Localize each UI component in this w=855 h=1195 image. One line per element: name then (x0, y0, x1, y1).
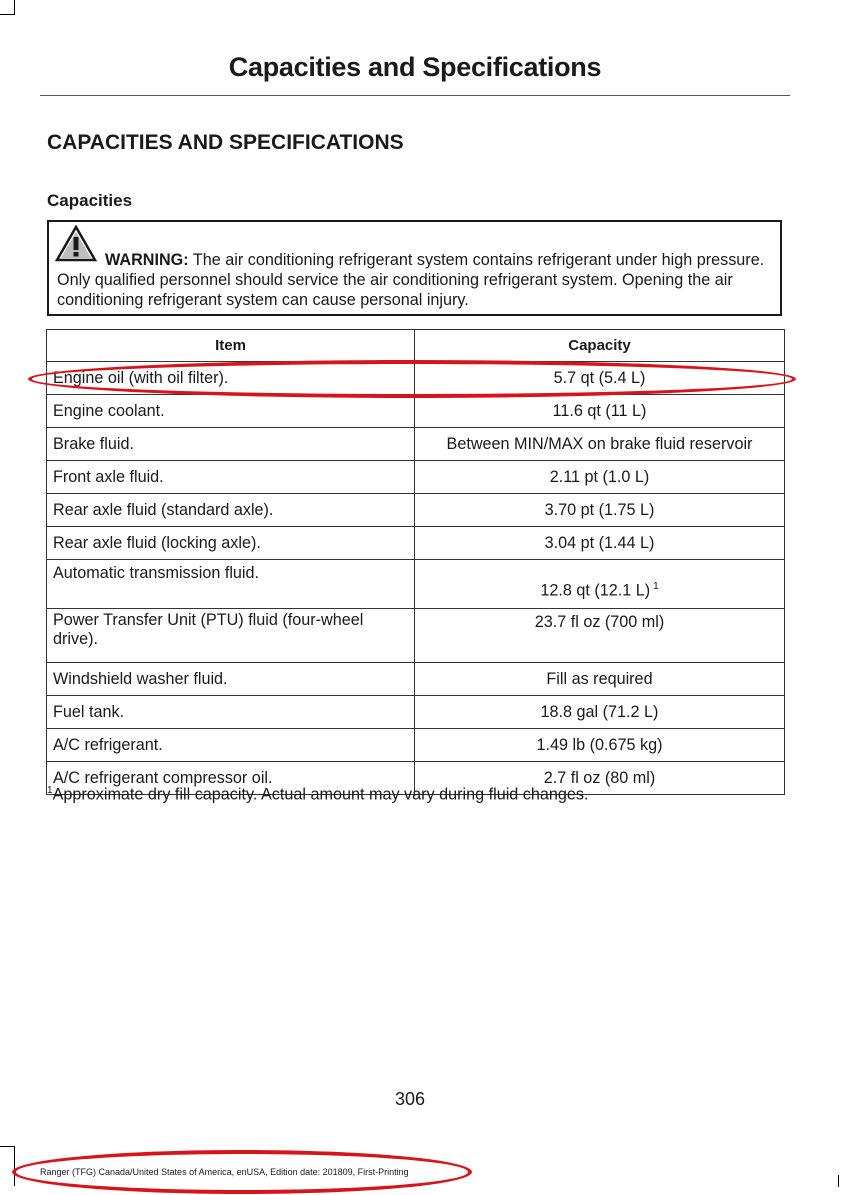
footnote-text: Approximate dry fill capacity. Actual amount may vary during fluid changes. (52, 785, 589, 804)
crop-mark (0, 14, 14, 15)
table-row (47, 729, 785, 762)
footnote (47, 785, 589, 804)
capacity-cell (415, 560, 785, 609)
table-row (47, 494, 785, 527)
crop-mark (838, 1175, 839, 1187)
warning-box (47, 220, 782, 316)
capacity-cell: Between MIN/MAX on brake fluid reservoir (415, 428, 785, 461)
capacity-value: 12.8 qt (12.1 L) (540, 581, 651, 599)
capacity-cell: Fill as required (415, 663, 785, 696)
capacity-cell: 3.70 pt (1.75 L) (415, 494, 785, 527)
table-header-row (47, 330, 785, 362)
capacity-cell: 3.04 pt (1.44 L) (415, 527, 785, 560)
item-cell: Power Transfer Unit (PTU) fluid (four-wheel drive). (47, 609, 415, 663)
item-cell: Brake fluid. (47, 428, 415, 461)
capacity-cell: 11.6 qt (11 L) (415, 395, 785, 428)
section-title: CAPACITIES AND SPECIFICATIONS (47, 131, 404, 154)
annotation-ellipse-edition (12, 1150, 472, 1194)
warning-message: The air conditioning refrigerant system contains refrigerant under high pressure. Only qualified personnel should service the air conditioning refrigerant system. Opening the air conditioning refrigerant system can cause personal injury. (57, 251, 765, 309)
capacity-cell: 18.8 gal (71.2 L) (415, 696, 785, 729)
table-row (47, 527, 785, 560)
crop-mark (14, 0, 15, 15)
footnote-reference: 1 (653, 580, 659, 592)
table-row (47, 663, 785, 696)
warning-text (57, 250, 770, 310)
item-cell: Rear axle fluid (locking axle). (47, 527, 415, 560)
item-cell: Fuel tank. (47, 696, 415, 729)
table-row (47, 428, 785, 461)
footnote-mark: 1 (47, 785, 53, 796)
header-divider (40, 95, 790, 96)
crop-mark (0, 1146, 14, 1147)
subsection-title: Capacities (47, 191, 133, 210)
item-cell: Windshield washer fluid. (47, 663, 415, 696)
table-row (47, 560, 785, 609)
item-cell: Engine oil (with oil filter). (47, 362, 415, 395)
column-header-item: Item (47, 330, 415, 362)
item-cell: Front axle fluid. (47, 461, 415, 494)
item-cell: Automatic transmission fluid. (47, 560, 415, 609)
table-row (47, 395, 785, 428)
annotation-ellipse-engine-oil (28, 360, 796, 398)
capacities-table (46, 329, 785, 795)
item-cell: A/C refrigerant compressor oil. (47, 762, 415, 795)
item-cell: Rear axle fluid (standard axle). (47, 494, 415, 527)
capacity-cell: 2.7 fl oz (80 ml) (415, 762, 785, 795)
table-row (47, 609, 785, 663)
page-number: 306 (395, 1089, 426, 1109)
capacity-cell: 1.49 lb (0.675 kg) (415, 729, 785, 762)
table-row (47, 696, 785, 729)
capacity-cell: 2.11 pt (1.0 L) (415, 461, 785, 494)
capacity-cell: 23.7 fl oz (700 ml) (415, 609, 785, 663)
column-header-capacity: Capacity (415, 330, 785, 362)
edition-info: Ranger (TFG) Canada/United States of America, enUSA, Edition date: 201809, First-Printing (40, 1167, 409, 1177)
item-cell: Engine coolant. (47, 395, 415, 428)
crop-mark (14, 1146, 15, 1186)
page-header-title: Capacities and Specifications (228, 52, 602, 82)
warning-label: WARNING: (105, 251, 189, 269)
item-cell: A/C refrigerant. (47, 729, 415, 762)
table-row (47, 461, 785, 494)
capacity-cell: 5.7 qt (5.4 L) (415, 362, 785, 395)
